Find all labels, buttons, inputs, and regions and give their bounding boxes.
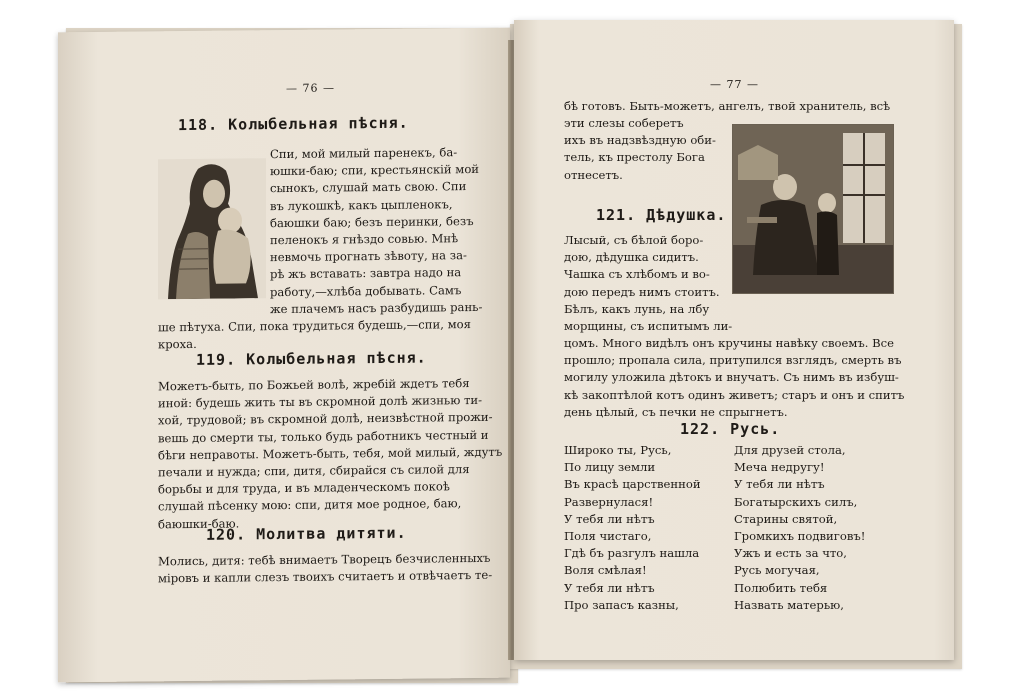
poem-line: Меча недругу! [734,460,825,475]
poem-line: Старины святой, [734,511,838,526]
section-119-text [158,375,503,533]
section-121-text-wrap [564,232,733,335]
text-line: печали и нужда; спи, дитя, сбирайся съ силой для [158,461,470,480]
text-line: вешь до смерти ты, только будь работникъ честный и [158,427,489,445]
text-line: дою передъ нимъ стоитъ. [564,284,720,299]
poem-line: Развернулася! [564,494,654,509]
text-line: борьбы и для труда, и въ младенческомъ покоѣ [158,479,450,497]
section-121-text-full [564,335,905,421]
text-line: міровъ и капли слезъ твоихъ считаетъ и отвѣчаетъ те- [158,568,493,586]
text-line: день цѣлый, съ печки не спрыгнетъ. [564,404,788,419]
poem-line: По лицу земли [564,460,656,475]
section-title: 122. Русь. [680,420,781,438]
text-line: Лысый, съ бѣлой боро- [564,233,704,247]
poem-column-right [734,442,884,614]
grandfather-engraving-icon [733,125,893,293]
poem-line: Для друзей стола, [734,443,846,457]
text-line: прошло; пропала сила, притупился взглядъ, смерть въ [564,353,902,368]
text-line: эти слезы соберетъ [564,116,684,130]
poem-column-left [564,442,714,614]
section-title: 121. Дѣдушка. [596,206,727,224]
poem-line: Про запасъ казны, [564,597,679,612]
section-120-continued-full [564,98,894,115]
text-line: ихъ въ надзвѣздную оби- [564,133,716,148]
text-line: отнесетъ. [564,167,623,182]
page-number: — 76 — [286,81,335,95]
poem-line: Полюбить тебя [734,580,828,595]
poem-line: У тебя ли нѣтъ [564,580,655,595]
right-page [514,20,954,660]
text-line: хой, трудовой; въ скромной долѣ, неизвѣстной прожи- [158,410,493,428]
poem-line: Широко ты, Русь, [564,443,672,457]
poem-line: У тебя ли нѣтъ [734,477,825,492]
text-line: слушай пѣсенку мою: спи, дитя мое родное, баю, [158,496,462,514]
text-line: сынокъ, слушай мать свою. Спи [270,179,467,196]
grandfather-illustration [732,124,894,294]
text-line: Чашка съ хлѣбомъ и во- [564,267,710,282]
section-title: 120. Молитва дитяти. [206,523,407,544]
text-line: тель, къ престолу Бога [564,150,705,165]
text-line: кроха. [158,337,197,352]
poem-line: Поля чистаго, [564,528,652,543]
text-line: Бѣлъ, какъ лунь, на лбу [564,301,710,316]
text-line: Спи, мой милый паренекъ, ба- [270,145,458,162]
text-line: баюшки-баю. [158,515,240,531]
poem-line: Воля смѣлая! [564,563,647,578]
text-line: юшки-баю; спи, крестьянскій мой [270,162,480,179]
text-line: же плачемъ насъ разбудишь рань- [270,299,483,316]
poem-line: У тебя ли нѣтъ [564,511,655,526]
text-line: бѣги неправоты. Можетъ-быть, тебя, мой милый, ждутъ [158,444,503,463]
mother-child-illustration [158,158,266,299]
open-book [58,20,958,675]
left-page [58,28,510,683]
text-line: кѣ закоптѣлой котъ одинъ живетъ; старъ и онъ и спитъ [564,387,905,402]
section-title: 119. Колыбельная пѣсня. [196,348,427,369]
page-number: — 77 — [710,78,759,91]
poem-line: Въ красѣ царственной [564,477,701,492]
text-line: работу,—хлѣба добывать. Самъ [270,282,462,299]
poem-line: Русь могучая, [734,563,820,578]
text-line: дою, дѣдушка сидитъ. [564,250,699,265]
text-line: въ лукошкѣ, какъ цыпленокъ, [270,196,453,213]
text-line: баюшки баю; безъ перинки, безъ [270,213,474,230]
text-line: иной: будешь жить ты въ скромной долѣ жизнью ти- [158,393,483,411]
poem-line: Назвать матерью, [734,597,844,612]
section-title: 118. Колыбельная пѣсня. [178,113,409,135]
text-line: Молись, дитя: тебѣ внимаетъ Творецъ безчисленныхъ [158,550,491,569]
text-line: пеленокъ я гнѣздо совью. Мнѣ [270,231,459,248]
poem-line: Ужъ и есть за что, [734,546,847,561]
poem-line: Громкихъ подвиговъ! [734,528,866,543]
section-120-text [158,550,493,588]
text-line: цомъ. Много видѣлъ онъ кручины навѣку своемъ. Все [564,336,895,350]
text-line: бѣ готовъ. Быть-можетъ, ангелъ, твой хранитель, всѣ [564,99,891,113]
text-line: рѣ жъ вставать: завтра надо на [270,265,462,282]
section-118-text-wrap [270,144,483,318]
text-line: могилу уложила дѣтокъ и внучатъ. Съ нимъ въ избуш- [564,370,899,385]
mother-child-engraving-icon [158,158,266,299]
text-line: морщины, съ испитымъ ли- [564,318,733,333]
poem-line: Гдѣ бъ разгулъ нашла [564,546,700,561]
poem-line: Богатырскихъ силъ, [734,494,858,509]
section-120-continued-wrap [564,115,744,184]
text-line: невмочь прогнать зѣвоту, на за- [270,248,467,265]
text-line: ше пѣтуха. Спи, пока трудиться будешь,—спи, моя [158,317,471,335]
text-line: Можетъ-быть, по Божьей волѣ, жребій ждетъ тебя [158,376,470,394]
